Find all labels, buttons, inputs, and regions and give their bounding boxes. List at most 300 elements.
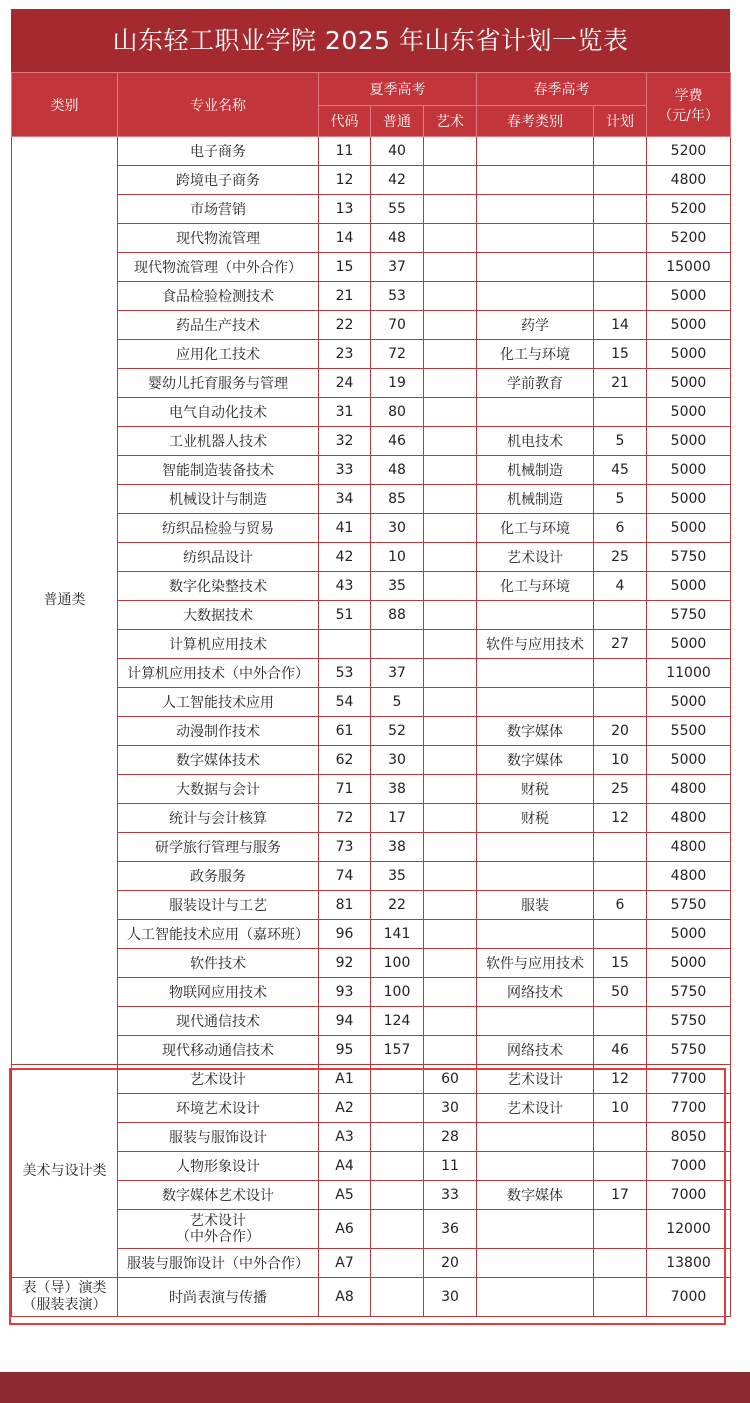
table-row bbox=[12, 1249, 731, 1278]
normal-cell bbox=[371, 1152, 424, 1181]
major-cell: 工业机器人技术 bbox=[118, 427, 319, 456]
spring-type-cell: 软件与应用技术 bbox=[477, 630, 594, 659]
art-cell: 60 bbox=[424, 1065, 477, 1094]
code-cell: A7 bbox=[319, 1249, 371, 1278]
table-row bbox=[12, 862, 731, 891]
table-row bbox=[12, 340, 731, 369]
table-row bbox=[12, 456, 731, 485]
table-row bbox=[12, 949, 731, 978]
table-row bbox=[12, 775, 731, 804]
major-cell: 艺术设计 bbox=[118, 1065, 319, 1094]
art-cell bbox=[424, 543, 477, 572]
normal-cell: 88 bbox=[371, 601, 424, 630]
plan-cell: 15 bbox=[594, 340, 647, 369]
fee-cell: 7700 bbox=[647, 1094, 731, 1123]
normal-cell bbox=[371, 1181, 424, 1210]
code-cell: 54 bbox=[319, 688, 371, 717]
plan-cell bbox=[594, 282, 647, 311]
code-cell: 51 bbox=[319, 601, 371, 630]
table-row bbox=[12, 920, 731, 949]
spring-type-cell bbox=[477, 601, 594, 630]
header-normal: 普通 bbox=[371, 106, 424, 137]
major-cell: 电子商务 bbox=[118, 137, 319, 166]
code-cell: 34 bbox=[319, 485, 371, 514]
major-cell: 数字媒体艺术设计 bbox=[118, 1181, 319, 1210]
plan-cell bbox=[594, 1152, 647, 1181]
plan-cell bbox=[594, 1123, 647, 1152]
spring-type-cell bbox=[477, 659, 594, 688]
normal-cell: 35 bbox=[371, 572, 424, 601]
fee-cell: 5200 bbox=[647, 224, 731, 253]
plan-cell: 25 bbox=[594, 775, 647, 804]
plan-cell bbox=[594, 659, 647, 688]
spring-type-cell bbox=[477, 137, 594, 166]
fee-cell: 5750 bbox=[647, 978, 731, 1007]
major-cell: 人物形象设计 bbox=[118, 1152, 319, 1181]
code-cell: 62 bbox=[319, 746, 371, 775]
art-cell bbox=[424, 746, 477, 775]
normal-cell bbox=[371, 1278, 424, 1317]
major-cell: 药品生产技术 bbox=[118, 311, 319, 340]
normal-cell: 48 bbox=[371, 224, 424, 253]
art-cell bbox=[424, 137, 477, 166]
header-art: 艺术 bbox=[424, 106, 477, 137]
normal-cell: 30 bbox=[371, 514, 424, 543]
normal-cell: 42 bbox=[371, 166, 424, 195]
spring-type-cell: 药学 bbox=[477, 311, 594, 340]
major-cell: 市场营销 bbox=[118, 195, 319, 224]
normal-cell: 35 bbox=[371, 862, 424, 891]
category-cell: 普通类 bbox=[12, 137, 118, 1065]
spring-type-cell: 网络技术 bbox=[477, 978, 594, 1007]
table-row bbox=[12, 572, 731, 601]
code-cell: 72 bbox=[319, 804, 371, 833]
normal-cell: 22 bbox=[371, 891, 424, 920]
plan-cell bbox=[594, 195, 647, 224]
major-cell: 现代通信技术 bbox=[118, 1007, 319, 1036]
art-cell: 30 bbox=[424, 1278, 477, 1317]
spring-type-cell: 艺术设计 bbox=[477, 1065, 594, 1094]
code-cell: A5 bbox=[319, 1181, 371, 1210]
fee-cell: 12000 bbox=[647, 1210, 731, 1249]
major-cell: 纺织品检验与贸易 bbox=[118, 514, 319, 543]
art-cell bbox=[424, 224, 477, 253]
table-row bbox=[12, 659, 731, 688]
spring-type-cell bbox=[477, 1278, 594, 1317]
fee-cell: 5750 bbox=[647, 1007, 731, 1036]
table-row bbox=[12, 804, 731, 833]
fee-cell: 4800 bbox=[647, 833, 731, 862]
fee-cell: 5000 bbox=[647, 311, 731, 340]
major-cell: 跨境电子商务 bbox=[118, 166, 319, 195]
plan-cell: 27 bbox=[594, 630, 647, 659]
spring-type-cell: 艺术设计 bbox=[477, 543, 594, 572]
header-major: 专业名称 bbox=[118, 73, 319, 137]
plan-cell: 15 bbox=[594, 949, 647, 978]
art-cell bbox=[424, 456, 477, 485]
category-cell: 表（导）演类 （服装表演） bbox=[12, 1278, 118, 1317]
code-cell: 94 bbox=[319, 1007, 371, 1036]
major-cell: 现代物流管理 bbox=[118, 224, 319, 253]
art-cell bbox=[424, 891, 477, 920]
art-cell bbox=[424, 804, 477, 833]
code-cell: 81 bbox=[319, 891, 371, 920]
plan-cell bbox=[594, 601, 647, 630]
header-spring-exam: 春季高考 bbox=[477, 73, 647, 106]
normal-cell bbox=[371, 1065, 424, 1094]
fee-cell: 4800 bbox=[647, 166, 731, 195]
art-cell bbox=[424, 833, 477, 862]
plan-cell bbox=[594, 253, 647, 282]
plan-cell: 5 bbox=[594, 485, 647, 514]
art-cell bbox=[424, 311, 477, 340]
plan-cell: 20 bbox=[594, 717, 647, 746]
plan-cell bbox=[594, 833, 647, 862]
major-cell: 人工智能技术应用（嘉环班） bbox=[118, 920, 319, 949]
fee-cell: 5500 bbox=[647, 717, 731, 746]
table-row bbox=[12, 1094, 731, 1123]
table-row bbox=[12, 978, 731, 1007]
major-cell: 应用化工技术 bbox=[118, 340, 319, 369]
spring-type-cell bbox=[477, 282, 594, 311]
code-cell: A2 bbox=[319, 1094, 371, 1123]
code-cell: 61 bbox=[319, 717, 371, 746]
art-cell bbox=[424, 949, 477, 978]
major-cell: 艺术设计 （中外合作） bbox=[118, 1210, 319, 1249]
spring-type-cell: 学前教育 bbox=[477, 369, 594, 398]
normal-cell bbox=[371, 1249, 424, 1278]
normal-cell: 157 bbox=[371, 1036, 424, 1065]
code-cell bbox=[319, 630, 371, 659]
code-cell: 93 bbox=[319, 978, 371, 1007]
table-row bbox=[12, 1065, 731, 1094]
normal-cell bbox=[371, 1094, 424, 1123]
fee-cell: 7000 bbox=[647, 1278, 731, 1317]
header-spring-type: 春考类别 bbox=[477, 106, 594, 137]
table-row bbox=[12, 601, 731, 630]
normal-cell: 80 bbox=[371, 398, 424, 427]
code-cell: 14 bbox=[319, 224, 371, 253]
fee-cell: 4800 bbox=[647, 775, 731, 804]
spring-type-cell bbox=[477, 688, 594, 717]
normal-cell: 38 bbox=[371, 775, 424, 804]
plan-cell bbox=[594, 166, 647, 195]
art-cell bbox=[424, 688, 477, 717]
code-cell: 41 bbox=[319, 514, 371, 543]
fee-cell: 5000 bbox=[647, 282, 731, 311]
plan-cell bbox=[594, 398, 647, 427]
fee-cell: 15000 bbox=[647, 253, 731, 282]
major-cell: 现代物流管理（中外合作） bbox=[118, 253, 319, 282]
fee-cell: 5750 bbox=[647, 601, 731, 630]
art-cell bbox=[424, 340, 477, 369]
table-row bbox=[12, 630, 731, 659]
table-row bbox=[12, 224, 731, 253]
table-row bbox=[12, 369, 731, 398]
major-cell: 时尚表演与传播 bbox=[118, 1278, 319, 1317]
fee-cell: 7700 bbox=[647, 1065, 731, 1094]
normal-cell: 52 bbox=[371, 717, 424, 746]
art-cell bbox=[424, 282, 477, 311]
code-cell: 32 bbox=[319, 427, 371, 456]
normal-cell bbox=[371, 630, 424, 659]
fee-cell: 5000 bbox=[647, 920, 731, 949]
spring-type-cell bbox=[477, 398, 594, 427]
table-row bbox=[12, 253, 731, 282]
plan-cell: 17 bbox=[594, 1181, 647, 1210]
major-cell: 软件技术 bbox=[118, 949, 319, 978]
code-cell: 21 bbox=[319, 282, 371, 311]
major-cell: 数字化染整技术 bbox=[118, 572, 319, 601]
spring-type-cell bbox=[477, 862, 594, 891]
normal-cell: 70 bbox=[371, 311, 424, 340]
major-cell: 统计与会计核算 bbox=[118, 804, 319, 833]
table-row bbox=[12, 1152, 731, 1181]
normal-cell: 37 bbox=[371, 253, 424, 282]
table-row bbox=[12, 543, 731, 572]
plan-cell: 50 bbox=[594, 978, 647, 1007]
code-cell: A1 bbox=[319, 1065, 371, 1094]
spring-type-cell: 化工与环境 bbox=[477, 340, 594, 369]
major-cell: 大数据与会计 bbox=[118, 775, 319, 804]
spring-type-cell: 数字媒体 bbox=[477, 717, 594, 746]
code-cell: 71 bbox=[319, 775, 371, 804]
table-body bbox=[12, 137, 731, 1317]
art-cell bbox=[424, 601, 477, 630]
normal-cell: 85 bbox=[371, 485, 424, 514]
art-cell bbox=[424, 514, 477, 543]
fee-cell: 5000 bbox=[647, 427, 731, 456]
code-cell: 92 bbox=[319, 949, 371, 978]
spring-type-cell: 网络技术 bbox=[477, 1036, 594, 1065]
table-row bbox=[12, 1007, 731, 1036]
normal-cell: 37 bbox=[371, 659, 424, 688]
header-category: 类别 bbox=[12, 73, 118, 137]
code-cell: 33 bbox=[319, 456, 371, 485]
category-cell: 美术与设计类 bbox=[12, 1065, 118, 1278]
major-cell: 纺织品设计 bbox=[118, 543, 319, 572]
fee-cell: 5000 bbox=[647, 340, 731, 369]
spring-type-cell bbox=[477, 253, 594, 282]
normal-cell: 48 bbox=[371, 456, 424, 485]
footer-bar bbox=[0, 1372, 750, 1403]
major-cell: 计算机应用技术（中外合作） bbox=[118, 659, 319, 688]
plan-cell: 5 bbox=[594, 427, 647, 456]
spring-type-cell: 数字媒体 bbox=[477, 1181, 594, 1210]
spring-type-cell: 化工与环境 bbox=[477, 572, 594, 601]
art-cell: 11 bbox=[424, 1152, 477, 1181]
code-cell: 95 bbox=[319, 1036, 371, 1065]
table-row bbox=[12, 195, 731, 224]
fee-cell: 5750 bbox=[647, 1036, 731, 1065]
plan-cell: 46 bbox=[594, 1036, 647, 1065]
table-row bbox=[12, 1036, 731, 1065]
table-row bbox=[12, 1210, 731, 1249]
art-cell bbox=[424, 485, 477, 514]
fee-cell: 13800 bbox=[647, 1249, 731, 1278]
art-cell: 30 bbox=[424, 1094, 477, 1123]
table-row bbox=[12, 833, 731, 862]
header-code: 代码 bbox=[319, 106, 371, 137]
enrollment-plan-table bbox=[11, 72, 731, 1317]
art-cell: 33 bbox=[424, 1181, 477, 1210]
major-cell: 服装设计与工艺 bbox=[118, 891, 319, 920]
plan-cell: 6 bbox=[594, 514, 647, 543]
art-cell bbox=[424, 427, 477, 456]
normal-cell bbox=[371, 1123, 424, 1152]
header-fee-unit: （元/年） bbox=[658, 107, 719, 124]
plan-cell bbox=[594, 862, 647, 891]
fee-cell: 5000 bbox=[647, 949, 731, 978]
code-cell: 15 bbox=[319, 253, 371, 282]
plan-cell: 12 bbox=[594, 804, 647, 833]
major-cell: 电气自动化技术 bbox=[118, 398, 319, 427]
spring-type-cell: 财税 bbox=[477, 775, 594, 804]
normal-cell: 46 bbox=[371, 427, 424, 456]
plan-cell: 10 bbox=[594, 1094, 647, 1123]
normal-cell: 100 bbox=[371, 978, 424, 1007]
normal-cell: 40 bbox=[371, 137, 424, 166]
header-fee bbox=[647, 73, 731, 137]
table-row bbox=[12, 137, 731, 166]
art-cell bbox=[424, 920, 477, 949]
code-cell: 96 bbox=[319, 920, 371, 949]
plan-cell: 25 bbox=[594, 543, 647, 572]
table-row bbox=[12, 1278, 731, 1317]
header-fee-label: 学费 bbox=[674, 87, 703, 104]
code-cell: 13 bbox=[319, 195, 371, 224]
plan-cell bbox=[594, 1007, 647, 1036]
fee-cell: 5000 bbox=[647, 398, 731, 427]
normal-cell bbox=[371, 1210, 424, 1249]
spring-type-cell bbox=[477, 1210, 594, 1249]
code-cell: 11 bbox=[319, 137, 371, 166]
plan-cell bbox=[594, 1249, 647, 1278]
table-row bbox=[12, 485, 731, 514]
table-row bbox=[12, 1123, 731, 1152]
art-cell bbox=[424, 717, 477, 746]
major-cell: 婴幼儿托育服务与管理 bbox=[118, 369, 319, 398]
spring-type-cell bbox=[477, 1007, 594, 1036]
table-row bbox=[12, 398, 731, 427]
art-cell bbox=[424, 369, 477, 398]
fee-cell: 5000 bbox=[647, 369, 731, 398]
spring-type-cell: 服装 bbox=[477, 891, 594, 920]
fee-cell: 4800 bbox=[647, 804, 731, 833]
plan-cell: 45 bbox=[594, 456, 647, 485]
code-cell: A6 bbox=[319, 1210, 371, 1249]
fee-cell: 5000 bbox=[647, 514, 731, 543]
fee-cell: 5000 bbox=[647, 630, 731, 659]
plan-cell: 12 bbox=[594, 1065, 647, 1094]
fee-cell: 5200 bbox=[647, 137, 731, 166]
spring-type-cell bbox=[477, 1249, 594, 1278]
fee-cell: 5000 bbox=[647, 688, 731, 717]
spring-type-cell: 数字媒体 bbox=[477, 746, 594, 775]
header-row-1 bbox=[12, 73, 731, 106]
art-cell: 20 bbox=[424, 1249, 477, 1278]
table-row bbox=[12, 746, 731, 775]
table-row bbox=[12, 282, 731, 311]
major-cell: 计算机应用技术 bbox=[118, 630, 319, 659]
spring-type-cell bbox=[477, 833, 594, 862]
major-cell: 数字媒体技术 bbox=[118, 746, 319, 775]
spring-type-cell: 软件与应用技术 bbox=[477, 949, 594, 978]
art-cell bbox=[424, 253, 477, 282]
table-row bbox=[12, 427, 731, 456]
spring-type-cell bbox=[477, 1152, 594, 1181]
code-cell: 12 bbox=[319, 166, 371, 195]
major-cell: 智能制造装备技术 bbox=[118, 456, 319, 485]
plan-cell bbox=[594, 920, 647, 949]
normal-cell: 38 bbox=[371, 833, 424, 862]
fee-cell: 7000 bbox=[647, 1152, 731, 1181]
fee-cell: 5000 bbox=[647, 485, 731, 514]
art-cell bbox=[424, 572, 477, 601]
major-cell: 环境艺术设计 bbox=[118, 1094, 319, 1123]
spring-type-cell bbox=[477, 166, 594, 195]
fee-cell: 5000 bbox=[647, 456, 731, 485]
fee-cell: 11000 bbox=[647, 659, 731, 688]
plan-cell bbox=[594, 137, 647, 166]
art-cell: 28 bbox=[424, 1123, 477, 1152]
fee-cell: 5750 bbox=[647, 891, 731, 920]
code-cell: 43 bbox=[319, 572, 371, 601]
code-cell: 74 bbox=[319, 862, 371, 891]
plan-cell bbox=[594, 224, 647, 253]
major-cell: 研学旅行管理与服务 bbox=[118, 833, 319, 862]
spring-type-cell: 机械制造 bbox=[477, 456, 594, 485]
header-plan: 计划 bbox=[594, 106, 647, 137]
normal-cell: 10 bbox=[371, 543, 424, 572]
plan-cell bbox=[594, 688, 647, 717]
table-row bbox=[12, 891, 731, 920]
major-cell: 人工智能技术应用 bbox=[118, 688, 319, 717]
spring-type-cell: 化工与环境 bbox=[477, 514, 594, 543]
spring-type-cell bbox=[477, 224, 594, 253]
fee-cell: 7000 bbox=[647, 1181, 731, 1210]
art-cell: 36 bbox=[424, 1210, 477, 1249]
fee-cell: 5000 bbox=[647, 572, 731, 601]
art-cell bbox=[424, 398, 477, 427]
major-cell: 服装与服饰设计 bbox=[118, 1123, 319, 1152]
art-cell bbox=[424, 978, 477, 1007]
code-cell: 24 bbox=[319, 369, 371, 398]
normal-cell: 19 bbox=[371, 369, 424, 398]
normal-cell: 72 bbox=[371, 340, 424, 369]
art-cell bbox=[424, 630, 477, 659]
spring-type-cell bbox=[477, 920, 594, 949]
normal-cell: 5 bbox=[371, 688, 424, 717]
table-row bbox=[12, 166, 731, 195]
spring-type-cell bbox=[477, 1123, 594, 1152]
art-cell bbox=[424, 862, 477, 891]
art-cell bbox=[424, 195, 477, 224]
spring-type-cell: 机械制造 bbox=[477, 485, 594, 514]
art-cell bbox=[424, 775, 477, 804]
art-cell bbox=[424, 166, 477, 195]
fee-cell: 5750 bbox=[647, 543, 731, 572]
art-cell bbox=[424, 659, 477, 688]
code-cell: 73 bbox=[319, 833, 371, 862]
normal-cell: 53 bbox=[371, 282, 424, 311]
code-cell: 23 bbox=[319, 340, 371, 369]
normal-cell: 55 bbox=[371, 195, 424, 224]
code-cell: A8 bbox=[319, 1278, 371, 1317]
major-cell: 动漫制作技术 bbox=[118, 717, 319, 746]
plan-cell: 4 bbox=[594, 572, 647, 601]
spring-type-cell: 财税 bbox=[477, 804, 594, 833]
